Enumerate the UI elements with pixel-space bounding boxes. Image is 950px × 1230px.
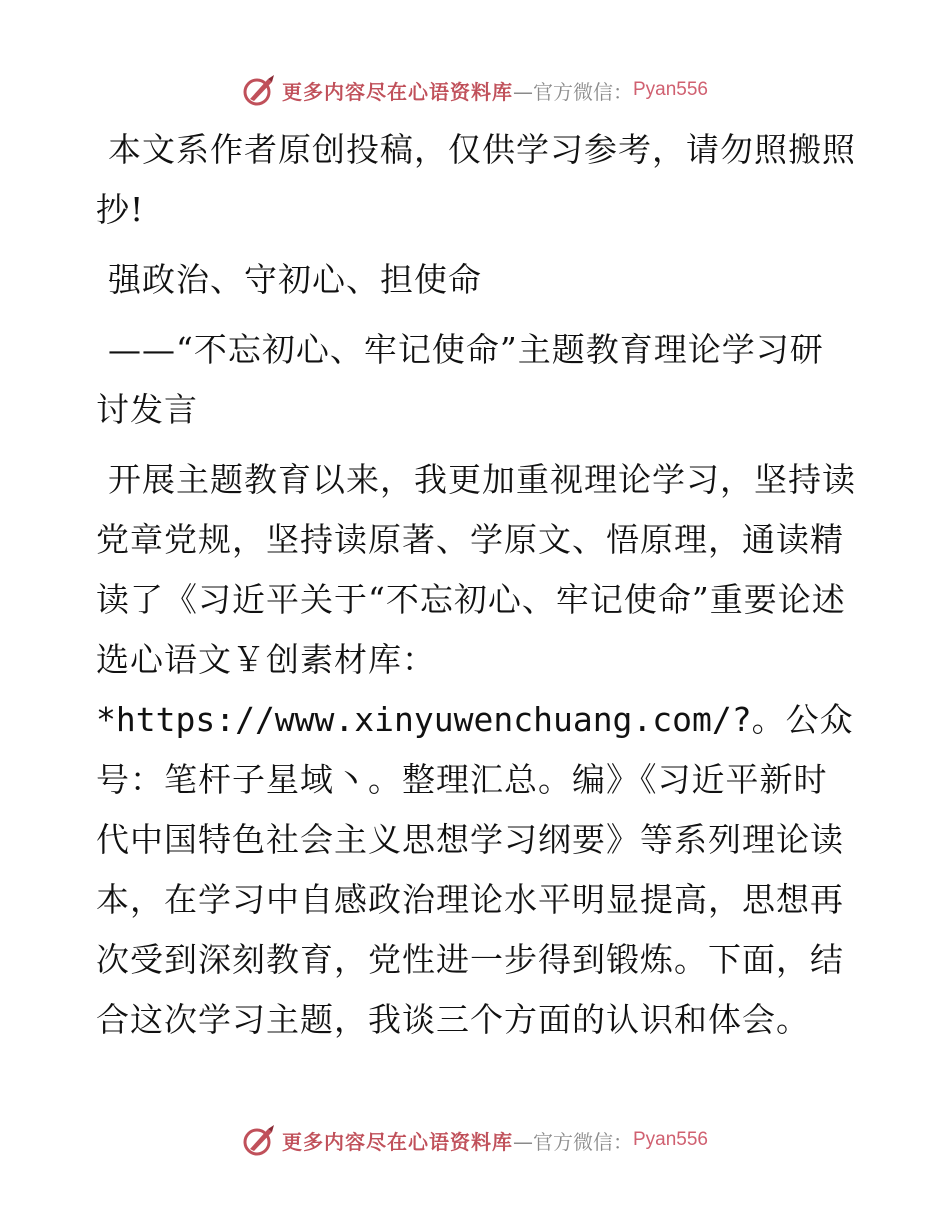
body-paragraph bbox=[96, 450, 856, 1050]
banner-site-name: 更多内容尽在心语资料库 bbox=[281, 79, 513, 104]
document-subtitle: ——“不忘初心、牢记使命”主题教育理论学习研讨发言 bbox=[96, 330, 824, 429]
document-body bbox=[96, 120, 856, 1050]
document-title: 强政治、守初心、担使命 bbox=[108, 260, 482, 299]
banner-wechat-label: —官方微信： bbox=[512, 79, 633, 104]
banner-wechat-label: —官方微信： bbox=[512, 1129, 633, 1154]
quill-pen-logo-icon bbox=[242, 1123, 276, 1157]
body-lead-text: 开展主题教育以来，我更加重视理论学习，坚持读党章党规，坚持读原著、学原文、悟原理，通读精读了《习近平关于“不忘初心、牢记使命”重要论述选心语文￥创素材库： bbox=[96, 460, 856, 679]
banner-site-name: 更多内容尽在心语资料库 bbox=[281, 1129, 513, 1154]
page-footer bbox=[0, 1120, 950, 1160]
banner-wechat-id: Pyan556 bbox=[632, 79, 708, 100]
header-banner bbox=[242, 73, 708, 107]
page-header bbox=[0, 70, 950, 110]
copyright-notice: 本文系作者原创投稿，仅供学习参考，请勿照搬照抄! bbox=[96, 130, 856, 229]
body-tail-text: 。公众号：笔杆子星域丶。整理汇总。编》《习近平新时代中国特色社会主义思想学习纲要》等系列理论读本，在学习中自感政治理论水平明显提高，思想再次受到深刻教育，党性进一步得到锻炼。下面，结合这次学习主题，我谈三个方面的认识和体会。 bbox=[96, 700, 854, 1039]
footer-banner bbox=[242, 1123, 708, 1157]
body-url-text: *https://www.xinyuwenchuang.com/? bbox=[96, 700, 752, 739]
quill-pen-logo-icon bbox=[242, 73, 276, 107]
banner-wechat-id: Pyan556 bbox=[632, 1129, 708, 1150]
